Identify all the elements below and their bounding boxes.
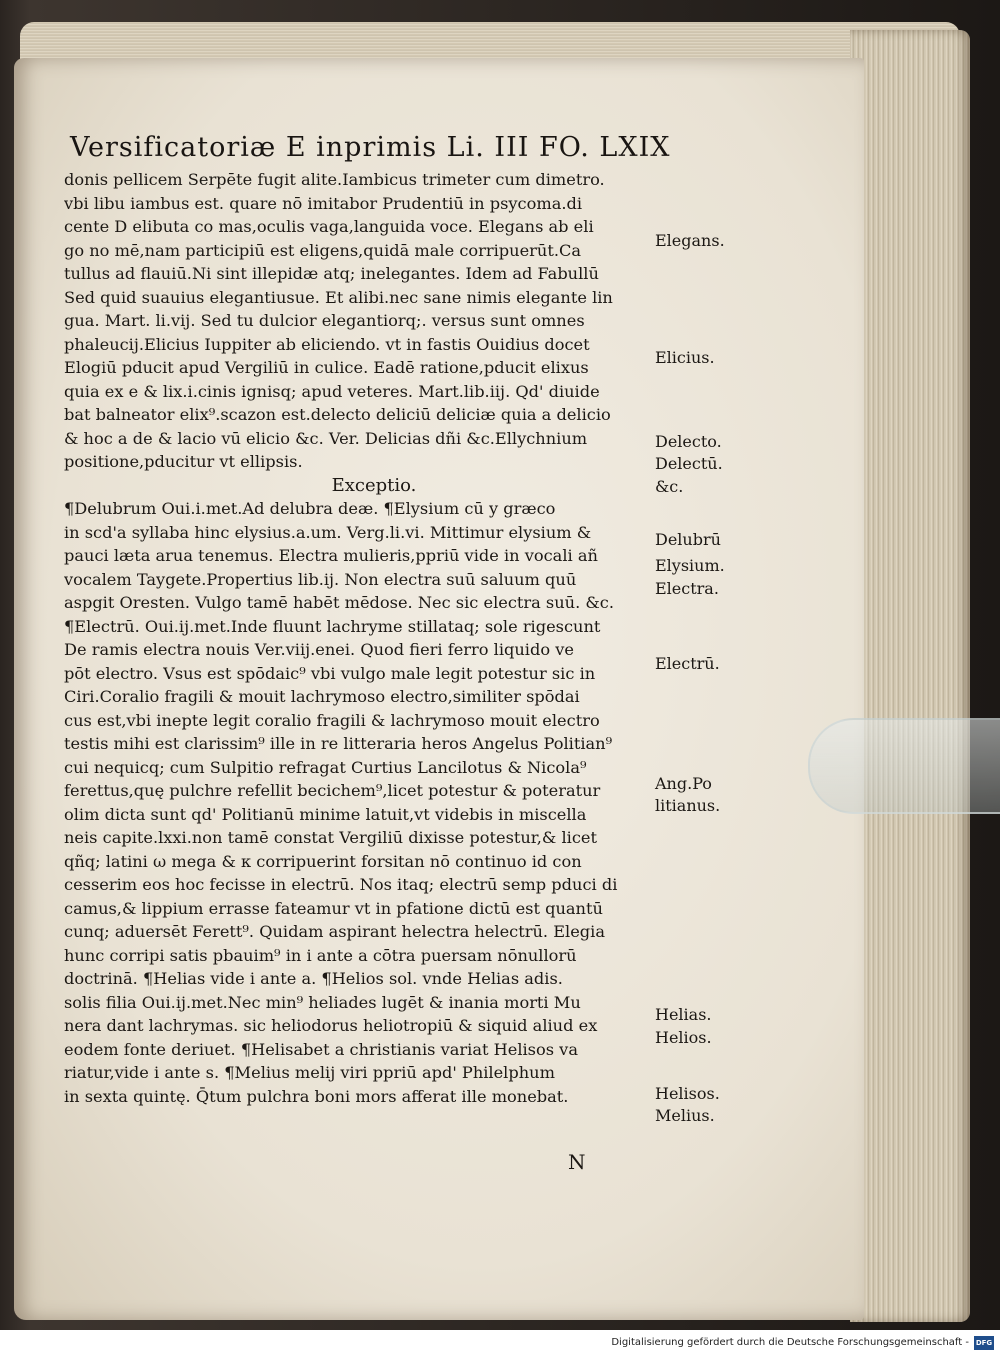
margin-note-helias: Helias. (655, 1005, 712, 1024)
signature-mark: N (568, 1150, 586, 1174)
margin-note-litianus: litianus. (655, 796, 721, 815)
text-line-1: donis pellicem Serpēte fugit alite.Iambicus trimeter cum dimetro. (64, 170, 605, 189)
text-line-36: solis filia Oui.ij.met.Nec min⁹ heliades lugēt & inania morti Mu (64, 992, 581, 1012)
text-line-15: ¶Delubrum Oui.i.met.Ad delubra deæ. ¶Elysium cū y græco (64, 499, 556, 518)
text-line-26: cui nequicq; cum Sulpitio refragat Curtius Lancilotus & Nicola⁹ (64, 757, 587, 777)
margin-note-delectum: Delectū. (655, 454, 723, 473)
section-heading: Exceptio. (331, 474, 417, 496)
text-line-3: cente D elibuta co mas,oculis vaga,languida voce. Elegans ab eli (64, 217, 594, 236)
top-page-edges (20, 22, 960, 62)
margin-note-delecto: Delecto. (655, 432, 722, 451)
margin-note-helios: Helios. (655, 1028, 712, 1047)
text-line-31: cesserim eos hoc fecisse in electrū. Nos itaq; electrū semp pduci di (64, 875, 618, 894)
text-line-33: cunq; aduersēt Ferett⁹. Quidam aspirant helectra helectrū. Elegia (64, 922, 605, 941)
text-line-5: tullus ad flauiū.Ni sint illepidæ atq; inelegantes. Idem ad Fabullū (64, 264, 599, 283)
dfg-logo-icon: DFG (974, 1336, 994, 1350)
text-line-16: in scd'a syllaba hinc elysius.a.um. Verg.li.vi. Mittimur elysium & (64, 522, 592, 542)
page-edges (850, 30, 970, 1322)
text-line-4: go no mē,nam participiū est eligens,quidā male corripuerūt.Ca (64, 240, 582, 260)
page-clip (808, 718, 1000, 814)
margin-note-electra: Electra. (655, 579, 719, 598)
margin-note-melius: Melius. (655, 1106, 715, 1125)
margin-note-elegans: Elegans. (655, 231, 725, 250)
text-line-9: Elogiū pducit apud Vergiliū in culice. Eadē ratione,pducit elixus (64, 358, 589, 377)
text-line-7: gua. Mart. li.vij. Sed tu dulcior elegantiorq;. versus sunt omnes (64, 311, 585, 330)
text-line-17: pauci læta arua tenemus. Electra mulieris,ppriū vide in vocali añ (64, 546, 598, 565)
main-text-block (64, 168, 654, 1108)
text-line-8: phaleucij.Elicius Iuppiter ab eliciendo. vt in fastis Ouidius docet (64, 334, 590, 354)
text-line-12: & hoc a de & lacio vū elicio &c. Ver. Delicias dñi &c.Ellychnium (64, 428, 588, 448)
text-line-22: pōt electro. Vsus est spōdaic⁹ vbi vulgo male legit potestur sic in (64, 663, 596, 683)
margin-note-helisos: Helisos. (655, 1084, 720, 1103)
text-line-21: De ramis electra nouis Ver.viij.enei. Quod fieri ferro liquido ve (64, 640, 574, 659)
text-line-24: cus est,vbi inepte legit coralio fragili & lachrymoso mouit electro (64, 710, 600, 730)
running-header: Versificatoriæ E inprimis Li. III FO. LXIX (70, 132, 671, 163)
text-line-37: nera dant lachrymas. sic heliodorus heliotropiū & siquid aliud ex (64, 1016, 598, 1035)
text-line-40: in sexta quintę. Q̄tum pulchra boni mors afferat ille monebat. (64, 1086, 569, 1106)
footer-text: Digitalisierung gefördert durch die Deutsche Forschungsgemeinschaft - (611, 1337, 969, 1348)
text-line-10: quia ex e & lix.i.cinis ignisq; apud veteres. Mart.lib.iij. Qd' diuide (64, 381, 600, 401)
margin-note-elysium: Elysium. (655, 556, 725, 575)
text-line-11: bat balneator elix⁹.scazon est.delecto deliciū deliciæ quia a delicio (64, 405, 611, 424)
margin-note-ang-po: Ang.Po (655, 774, 712, 793)
text-line-35: doctrinā. ¶Helias vide i ante a. ¶Helios sol. vnde Helias adis. (64, 969, 563, 988)
text-line-28: olim dicta sunt qd' Politianū minime latuit,vt videbis in miscella (64, 804, 587, 824)
text-line-18: vocalem Taygete.Propertius lib.ij. Non electra suū saluum quū (64, 569, 577, 589)
text-line-27: ferettus,quę pulchre refellit becichem⁹,licet potestur & poteratur (64, 781, 601, 800)
margin-note-etc: &c. (655, 477, 684, 496)
text-line-23: Ciri.Coralio fragili & mouit lachrymoso electro,similiter spōdai (64, 687, 580, 706)
text-line-39: riatur,vide i ante s. ¶Melius melij viri ppriū apd' Philelphum (64, 1063, 555, 1082)
text-line-30: qñq; latini ω mega & κ corripuerint forsitan nō continuo id con (64, 851, 582, 871)
text-line-19: aspgit Oresten. Vulgo tamē habēt mēdose. Nec sic electra suū. &c. (64, 593, 614, 612)
text-line-13: positione,pducitur vt ellipsis. (64, 452, 303, 471)
text-line-34: hunc corripi satis pbauim⁹ in i ante a cōtra puersam nōnullorū (64, 945, 577, 965)
margin-note-delubrum: Delubrū (655, 530, 721, 549)
text-line-32: camus,& lippium errasse fateamur vt in pfatione dictū est quantū (64, 898, 603, 918)
funding-footer (0, 1330, 1000, 1355)
margin-note-electrum: Electrū. (655, 654, 720, 673)
text-line-6: Sed quid suauius elegantiusue. Et alibi.nec sane nimis elegante lin (64, 287, 613, 307)
text-line-2: vbi libu iambus est. quare nō imitabor Prudentiū in psycoma.di (64, 193, 583, 213)
text-line-29: neis capite.lxxi.non tamē constat Vergiliū dixisse potestur,& licet (64, 828, 597, 847)
text-line-20: ¶Electrū. Oui.ij.met.Inde fluunt lachryme stillataq; sole rigescunt (64, 616, 601, 636)
text-line-25: testis mihi est clarissim⁹ ille in re litteraria heros Angelus Politian⁹ (64, 734, 613, 753)
margin-note-elicius: Elicius. (655, 348, 715, 367)
text-line-38: eodem fonte deriuet. ¶Helisabet a christianis variat Helisos va (64, 1039, 578, 1059)
